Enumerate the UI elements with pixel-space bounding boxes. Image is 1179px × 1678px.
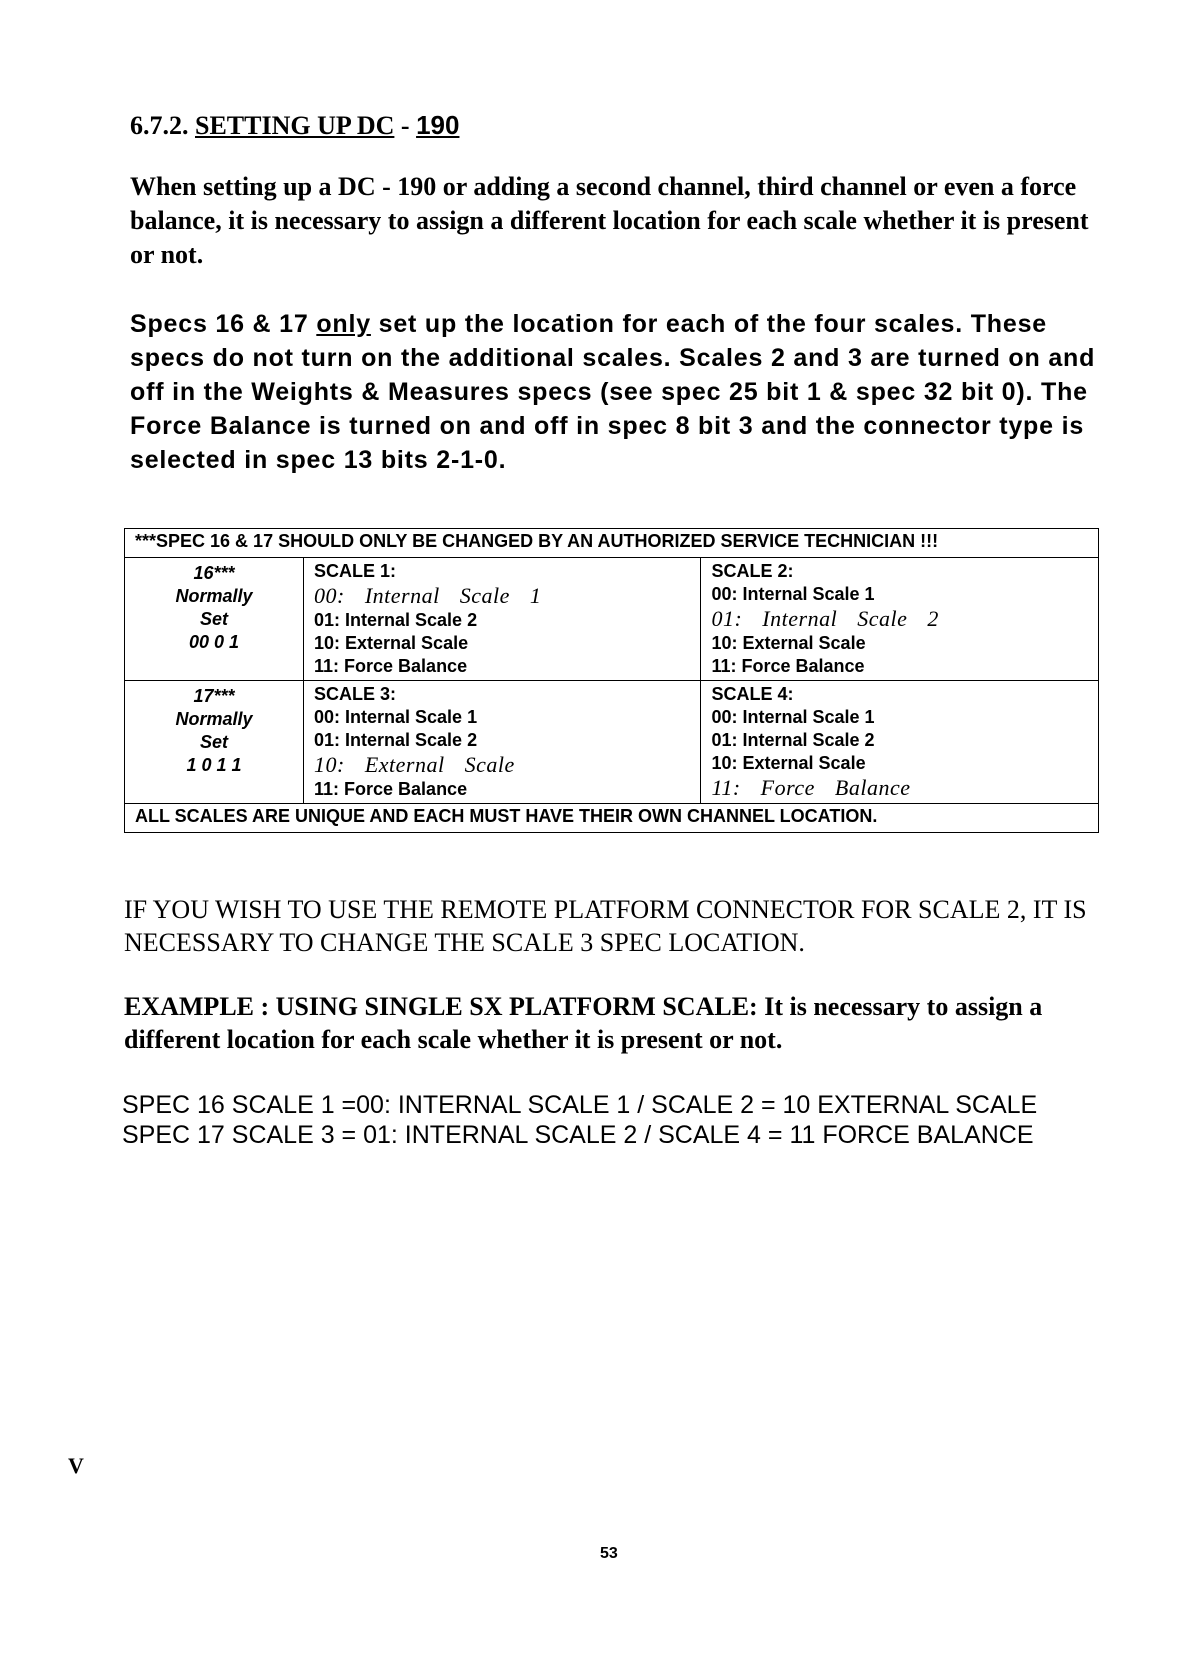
spec-table-warning: ***SPEC 16 & 17 SHOULD ONLY BE CHANGED BY AN AUTHORIZED SERVICE TECHNICIAN !!! bbox=[125, 529, 1099, 558]
scale-2-cell bbox=[701, 558, 1099, 681]
specs-paragraph bbox=[130, 307, 1110, 477]
scale-option: 00: Internal Scale 1 bbox=[711, 584, 875, 604]
scale-title: SCALE 3: bbox=[314, 684, 397, 704]
example-spec-line: SPEC 17 SCALE 3 = 01: INTERNAL SCALE 2 / SCALE 4 = 11 FORCE BALANCE bbox=[122, 1121, 1034, 1149]
specs-paragraph-underlined: only bbox=[316, 310, 371, 338]
spec-table bbox=[124, 528, 1099, 833]
example-spec-lines bbox=[122, 1090, 1037, 1150]
scale-title: SCALE 4: bbox=[711, 684, 794, 704]
page-number: 53 bbox=[600, 1545, 618, 1562]
scale-1-cell bbox=[304, 558, 701, 681]
scale-title: SCALE 1: bbox=[314, 561, 397, 581]
spec-set-label: Set bbox=[199, 732, 228, 752]
scale-option: 11: Force Balance bbox=[314, 779, 468, 799]
section-number: 6.7.2. bbox=[130, 111, 189, 140]
spec-status: Normally bbox=[175, 586, 253, 606]
scale-option: 01: Internal Scale 2 bbox=[711, 730, 875, 750]
scale-option: 11: Force Balance bbox=[711, 656, 865, 676]
spec-value: 00 0 1 bbox=[188, 632, 240, 652]
spec-table-footer: ALL SCALES ARE UNIQUE AND EACH MUST HAVE THEIR OWN CHANNEL LOCATION. bbox=[125, 804, 1099, 833]
spec-name: 17*** bbox=[193, 686, 235, 706]
spec-table-header-row bbox=[125, 529, 1099, 558]
scale-option: 10: External Scale bbox=[711, 633, 866, 653]
scale-title: SCALE 2: bbox=[711, 561, 794, 581]
remote-platform-paragraph: IF YOU WISH TO USE THE REMOTE PLATFORM CONNECTOR FOR SCALE 2, IT IS NECESSARY TO CHANGE THE SCALE 3 SPEC LOCATION. bbox=[124, 895, 1087, 957]
specs-paragraph-after: set up the location for each of the four scales. These specs do not turn on the additional scales. Scales 2 and 3 are turned on and off in the Weights & Measures specs (see spec 25 bit 1 & spec 32 bit 0). The Force Balance is turned on and off in spec 8 bit 3 and the connector type is selected in spec 13 bits 2-1-0. bbox=[130, 310, 1096, 474]
scale-option-selected: 01: Internal Scale 2 bbox=[711, 606, 939, 631]
scale-3-cell bbox=[304, 681, 701, 804]
section-title-dash: - bbox=[400, 111, 410, 140]
spec-set-label: Set bbox=[199, 609, 228, 629]
scale-option-selected: 00: Internal Scale 1 bbox=[314, 583, 542, 608]
section-heading bbox=[130, 110, 459, 141]
spec-16-cell bbox=[125, 558, 304, 681]
spec-name: 16*** bbox=[193, 563, 235, 583]
spec-table-footer-row bbox=[125, 804, 1099, 833]
intro-paragraph: When setting up a DC - 190 or adding a second channel, third channel or even a force balance, it is necessary to assign a different location for each scale whether it is present or not. bbox=[130, 172, 1089, 269]
scale-option: 00: Internal Scale 1 bbox=[711, 707, 875, 727]
spec-status: Normally bbox=[175, 709, 253, 729]
scale-option: 01: Internal Scale 2 bbox=[314, 730, 478, 750]
spec-table-row bbox=[125, 681, 1099, 804]
scale-option: 10: External Scale bbox=[711, 753, 866, 773]
scale-option-selected: 11: Force Balance bbox=[711, 775, 911, 800]
margin-mark: V bbox=[68, 1453, 84, 1478]
scale-4-cell bbox=[701, 681, 1099, 804]
example-paragraph: EXAMPLE : USING SINGLE SX PLATFORM SCALE: It is necessary to assign a different location for each scale whether it is present or not. bbox=[124, 992, 1043, 1054]
section-title: SETTING UP DC bbox=[195, 111, 395, 140]
section-model: 190 bbox=[416, 110, 460, 140]
spec-table-row bbox=[125, 558, 1099, 681]
spec-17-cell bbox=[125, 681, 304, 804]
scale-option: 11: Force Balance bbox=[314, 656, 468, 676]
scale-option-selected: 10: External Scale bbox=[314, 752, 515, 777]
example-spec-line: SPEC 16 SCALE 1 =00: INTERNAL SCALE 1 / SCALE 2 = 10 EXTERNAL SCALE bbox=[122, 1091, 1038, 1119]
scale-option: 00: Internal Scale 1 bbox=[314, 707, 478, 727]
spec-value: 1 0 1 1 bbox=[186, 755, 242, 775]
specs-paragraph-before: Specs 16 & 17 bbox=[130, 310, 317, 338]
scale-option: 01: Internal Scale 2 bbox=[314, 610, 478, 630]
scale-option: 10: External Scale bbox=[314, 633, 469, 653]
